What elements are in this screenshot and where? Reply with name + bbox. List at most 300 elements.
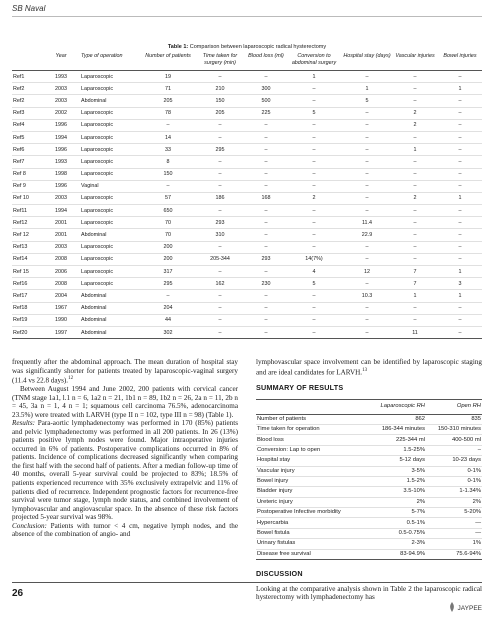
- table-cell: 33: [142, 144, 194, 156]
- results-label: Results:: [12, 419, 36, 428]
- table-cell: –: [286, 131, 342, 143]
- table-cell: –: [392, 156, 438, 168]
- table-cell: –: [194, 326, 246, 338]
- table-cell: 204: [142, 302, 194, 314]
- table-cell: 1: [438, 266, 482, 278]
- discussion-heading: DISCUSSION: [256, 569, 303, 579]
- table-row: [12, 192, 482, 204]
- table-cell: –: [342, 107, 392, 119]
- summary-cell: Ureteric injury: [256, 497, 356, 507]
- summary-cell: —: [426, 518, 482, 528]
- table-cell: Abdominal: [80, 95, 142, 107]
- table-cell: –: [438, 71, 482, 83]
- table-cell: –: [438, 144, 482, 156]
- table-cell: Laparoscopic: [80, 205, 142, 217]
- table-cell: 1994: [42, 131, 80, 143]
- table-cell: –: [438, 156, 482, 168]
- table-cell: 8: [142, 156, 194, 168]
- table-cell: 70: [142, 217, 194, 229]
- table-row: [12, 241, 482, 253]
- summary-cell: 0-1%: [426, 466, 482, 476]
- summary-cell: Bladder injury: [256, 487, 356, 497]
- table-cell: Ref18: [12, 302, 42, 314]
- conclusion-label: Conclusion:: [12, 521, 47, 530]
- table-cell: 1994: [42, 205, 80, 217]
- summary-cell: 835: [426, 414, 482, 424]
- table-cell: Ref2: [12, 83, 42, 95]
- paragraph-text: frequently after the abdominal approach. The mean duration of hospital stay was significantly shorter for patients treated by laparoscopic-vaginal surgery (11.4 vs 22.8 days).: [12, 358, 238, 385]
- table-cell: 44: [142, 314, 194, 326]
- table-cell: Laparoscopic: [80, 71, 142, 83]
- summary-row: [256, 528, 482, 538]
- table-cell: 1990: [42, 314, 80, 326]
- table-cell: –: [194, 302, 246, 314]
- publisher-logo-icon: [448, 602, 456, 612]
- table-cell: –: [392, 71, 438, 83]
- summary-cell: 862: [356, 414, 426, 424]
- table-cell: Vaginal: [80, 180, 142, 192]
- table-cell: Laparoscopic: [80, 192, 142, 204]
- summary-row: [256, 414, 482, 424]
- table-cell: –: [286, 241, 342, 253]
- summary-cell: Conversion: Lap to open: [256, 445, 356, 455]
- table-row: [12, 217, 482, 229]
- summary-row: [256, 497, 482, 507]
- table-cell: Ref13: [12, 241, 42, 253]
- table-cell: 168: [246, 192, 286, 204]
- summary-cell: 3.5-10%: [356, 487, 426, 497]
- table-cell: Ref2: [12, 95, 42, 107]
- table-cell: –: [286, 180, 342, 192]
- summary-cell: 186-344 minutes: [356, 424, 426, 434]
- table-cell: Ref7: [12, 156, 42, 168]
- table-cell: –: [286, 290, 342, 302]
- table-cell: 500: [246, 95, 286, 107]
- paragraph: Between August 1994 and June 2002, 200 patients with cervical cancer (TNM stage 1a1, l.1 n = 6, 1a2 n = 21, 1b1 n = 89, 1b2 n = 26, 2a n = 11, 2b n = 45, 3a n = 1, 4 n = 1; squamous cell carcinoma 76.5%, adenocarcinoma 23.5%) were treated with LARVH (type II n = 102, type III n = 98) (Table 1).: [12, 385, 238, 419]
- table-cell: 19: [142, 71, 194, 83]
- table-cell: –: [342, 131, 392, 143]
- summary-column-header: Laparoscopic RH: [356, 400, 426, 415]
- table-cell: 7: [392, 266, 438, 278]
- table-cell: 150: [194, 95, 246, 107]
- table-cell: –: [286, 302, 342, 314]
- table-cell: Laparoscopic: [80, 278, 142, 290]
- summary-cell: 400-500 ml: [426, 435, 482, 445]
- table-cell: –: [194, 314, 246, 326]
- table-cell: Abdominal: [80, 302, 142, 314]
- table-cell: 293: [194, 217, 246, 229]
- table-cell: –: [438, 119, 482, 131]
- summary-column-header: [256, 400, 356, 415]
- summary-row: [256, 508, 482, 518]
- table-cell: 210: [194, 83, 246, 95]
- summary-cell: Urinary fistulas: [256, 539, 356, 549]
- table-row: [12, 205, 482, 217]
- summary-table: [256, 399, 482, 560]
- table-cell: 150: [142, 168, 194, 180]
- table-cell: –: [142, 119, 194, 131]
- table-cell: –: [194, 266, 246, 278]
- table-cell: Abdominal: [80, 314, 142, 326]
- paragraph-text: lymphovascular space involvement can be identified by laparoscopic staging and are ideal candidates for LARVH.: [256, 358, 482, 376]
- table-cell: Ref14: [12, 253, 42, 265]
- table-cell: 1: [392, 290, 438, 302]
- table-cell: 3: [438, 278, 482, 290]
- table-cell: –: [438, 180, 482, 192]
- comparison-table: [12, 52, 482, 339]
- table-cell: Laparoscopic: [80, 168, 142, 180]
- table-cell: Ref19: [12, 314, 42, 326]
- table-cell: –: [286, 326, 342, 338]
- table-row: [12, 156, 482, 168]
- table-cell: 295: [194, 144, 246, 156]
- table-cell: –: [246, 144, 286, 156]
- table-cell: –: [342, 326, 392, 338]
- conclusion-text: Patients with tumor < 4 cm, negative lymph nodes, and the absence of the combination of angio- and: [12, 521, 238, 539]
- column-header: Hospital stay (days): [342, 52, 392, 71]
- table-cell: 293: [246, 253, 286, 265]
- table-cell: 11: [392, 326, 438, 338]
- table-cell: Ref1: [12, 71, 42, 83]
- table-cell: –: [438, 302, 482, 314]
- table1-caption-text: Comparison between laparoscopic radical hysterectomy: [189, 44, 327, 50]
- table-cell: Laparoscopic: [80, 266, 142, 278]
- table-cell: 2003: [42, 83, 80, 95]
- table-row: [12, 95, 482, 107]
- table-cell: –: [194, 71, 246, 83]
- table-cell: 230: [246, 278, 286, 290]
- table-cell: 5: [342, 95, 392, 107]
- table-cell: 205: [194, 107, 246, 119]
- paragraph: [256, 358, 482, 376]
- table-cell: –: [392, 241, 438, 253]
- table-cell: –: [246, 241, 286, 253]
- summary-cell: 2%: [356, 497, 426, 507]
- table-cell: Ref12: [12, 217, 42, 229]
- paragraph: [12, 522, 238, 539]
- summary-cell: 5-20%: [426, 508, 482, 518]
- table-cell: Laparoscopic: [80, 131, 142, 143]
- summary-cell: Postoperative Infective morbidity: [256, 508, 356, 518]
- table-cell: 10.3: [342, 290, 392, 302]
- summary-cell: Vascular injury: [256, 466, 356, 476]
- summary-row: [256, 476, 482, 486]
- table-cell: 1996: [42, 144, 80, 156]
- table-cell: Ref11: [12, 205, 42, 217]
- table-row: [12, 326, 482, 338]
- reference-marker: 13: [362, 367, 368, 373]
- table-cell: –: [246, 205, 286, 217]
- table-row: [12, 180, 482, 192]
- summary-cell: –: [426, 445, 482, 455]
- table-cell: 310: [194, 229, 246, 241]
- table-cell: –: [246, 229, 286, 241]
- table-cell: 200: [142, 253, 194, 265]
- table-row: [12, 266, 482, 278]
- table-row: [12, 71, 482, 83]
- summary-cell: Number of patients: [256, 414, 356, 424]
- table-cell: 1: [438, 83, 482, 95]
- table-cell: –: [246, 119, 286, 131]
- column-header: Bowel injuries: [438, 52, 482, 71]
- table-row: [12, 253, 482, 265]
- column-header: Time taken for surgery (min): [194, 52, 246, 71]
- column-header: Blood loss (ml): [246, 52, 286, 71]
- table-cell: 71: [142, 83, 194, 95]
- table-row: [12, 144, 482, 156]
- table-cell: 205: [142, 95, 194, 107]
- table-cell: 1967: [42, 302, 80, 314]
- table-cell: 2003: [42, 192, 80, 204]
- table-cell: –: [246, 314, 286, 326]
- table-cell: –: [392, 253, 438, 265]
- table-cell: Laparoscopic: [80, 241, 142, 253]
- table-cell: –: [194, 241, 246, 253]
- table-cell: –: [392, 83, 438, 95]
- table-cell: –: [392, 180, 438, 192]
- table-cell: 4: [286, 266, 342, 278]
- publisher-name: JAYPEE: [457, 605, 482, 612]
- table-cell: –: [342, 156, 392, 168]
- table-cell: –: [286, 119, 342, 131]
- summary-cell: Hospital stay: [256, 456, 356, 466]
- table-cell: 7: [392, 278, 438, 290]
- table-cell: Abdominal: [80, 290, 142, 302]
- reference-marker: 12: [68, 376, 74, 382]
- table-cell: 2006: [42, 266, 80, 278]
- summary-cell: 0.5-1%: [356, 518, 426, 528]
- column-header: Conversion to abdominal surgery: [286, 52, 342, 71]
- table-cell: –: [286, 83, 342, 95]
- table-cell: –: [438, 168, 482, 180]
- table-cell: –: [194, 131, 246, 143]
- table-cell: 11.4: [342, 217, 392, 229]
- table-cell: –: [142, 290, 194, 302]
- footer-rule: [12, 582, 482, 583]
- table-cell: –: [342, 119, 392, 131]
- table-cell: 300: [246, 83, 286, 95]
- summary-header-row: [256, 400, 482, 415]
- table-cell: Ref20: [12, 326, 42, 338]
- summary-cell: 1%: [426, 539, 482, 549]
- table-cell: –: [438, 95, 482, 107]
- table-cell: 2002: [42, 107, 80, 119]
- table-cell: –: [342, 168, 392, 180]
- table-cell: Ref17: [12, 290, 42, 302]
- summary-cell: Bowel injury: [256, 476, 356, 486]
- table-row: [12, 83, 482, 95]
- table-cell: –: [392, 229, 438, 241]
- table-cell: Ref 10: [12, 192, 42, 204]
- table-cell: –: [438, 253, 482, 265]
- table-cell: 1996: [42, 180, 80, 192]
- table-cell: 2: [286, 192, 342, 204]
- table-cell: –: [194, 290, 246, 302]
- table-cell: 2001: [42, 217, 80, 229]
- column-header: Year: [42, 52, 80, 71]
- table-cell: –: [194, 205, 246, 217]
- table-cell: –: [194, 156, 246, 168]
- table-cell: –: [246, 168, 286, 180]
- summary-cell: 0.5-0.75%: [356, 528, 426, 538]
- table-cell: 14(7%): [286, 253, 342, 265]
- table-cell: 2001: [42, 229, 80, 241]
- table-cell: Laparoscopic: [80, 119, 142, 131]
- table-cell: 70: [142, 229, 194, 241]
- table-cell: –: [286, 168, 342, 180]
- summary-row: [256, 487, 482, 497]
- table1-caption-label: Table 1:: [167, 44, 189, 50]
- table-cell: –: [246, 71, 286, 83]
- table-row: [12, 107, 482, 119]
- right-column: [256, 358, 482, 602]
- summary-cell: 1-1.34%: [426, 487, 482, 497]
- summary-row: [256, 518, 482, 528]
- summary-row: [256, 466, 482, 476]
- table-cell: Ref 12: [12, 229, 42, 241]
- summary-cell: 3-5%: [356, 466, 426, 476]
- table-cell: –: [438, 217, 482, 229]
- summary-cell: 1.5-2%: [356, 476, 426, 486]
- table-cell: 1: [438, 192, 482, 204]
- publisher-mark: [448, 602, 482, 612]
- table-cell: 1997: [42, 326, 80, 338]
- summary-cell: 2-3%: [356, 539, 426, 549]
- summary-cell: 75.6-94%: [426, 549, 482, 559]
- table-cell: Laparoscopic: [80, 156, 142, 168]
- table-cell: 162: [194, 278, 246, 290]
- summary-row: [256, 445, 482, 455]
- table-cell: 1998: [42, 168, 80, 180]
- table-cell: 317: [142, 266, 194, 278]
- column-header: Number of patients: [142, 52, 194, 71]
- table-row: [12, 314, 482, 326]
- table-row: [12, 229, 482, 241]
- table-cell: –: [392, 205, 438, 217]
- summary-cell: 5-7%: [356, 508, 426, 518]
- table-cell: 2003: [42, 241, 80, 253]
- left-column: [12, 358, 238, 539]
- column-header: [12, 52, 42, 71]
- table-cell: Abdominal: [80, 229, 142, 241]
- column-header: Type of operation: [80, 52, 142, 71]
- table-header-row: [12, 52, 482, 71]
- table-cell: 2008: [42, 278, 80, 290]
- table-cell: –: [342, 180, 392, 192]
- table-cell: Laparoscopic: [80, 107, 142, 119]
- table1-caption: [0, 44, 494, 50]
- table-cell: –: [246, 156, 286, 168]
- summary-cell: 225-344 ml: [356, 435, 426, 445]
- table-cell: 225: [246, 107, 286, 119]
- table-cell: Ref4: [12, 119, 42, 131]
- summary-cell: Hypercarbia: [256, 518, 356, 528]
- table-cell: –: [246, 290, 286, 302]
- table-cell: 5: [286, 107, 342, 119]
- summary-cell: 10-23 days: [426, 456, 482, 466]
- table-cell: 1993: [42, 71, 80, 83]
- table-row: [12, 302, 482, 314]
- table-cell: –: [286, 156, 342, 168]
- table-cell: –: [342, 314, 392, 326]
- table-cell: 650: [142, 205, 194, 217]
- table-cell: –: [392, 217, 438, 229]
- table-row: [12, 168, 482, 180]
- table-cell: 1: [286, 71, 342, 83]
- table-cell: –: [438, 107, 482, 119]
- table-cell: Laparoscopic: [80, 253, 142, 265]
- table-cell: –: [286, 205, 342, 217]
- table-cell: –: [246, 131, 286, 143]
- results-text: Para-aortic lymphadenectomy was performed in 170 (85%) patients and pelvic lymphadenectomy was performed in all 200 patients. In 26 (13%) patients positive lymph nodes were found. Major intraoperative injuries occurred in 6% of patients. Postoperative complications occurred in 8% of patients. Incidence of complications decreased significantly when comparing the first half with the second half of patients. After a median follow-up time of 40 months, overall 5-year survival could be projected to 83%; 18.5% of patients experienced recurrence with 35% exclusively extrapelvic and 11% of patients died of recurrence. Independent prognostic factors for recurrence-free survival were tumor stage, lymph node status, and combined involvement of lymphovascular and angiovascular space. In the absence of these risk factors projected 5-year survival was 98%.: [12, 419, 238, 522]
- table-cell: –: [438, 205, 482, 217]
- summary-cell: 2%: [426, 497, 482, 507]
- table-cell: –: [194, 119, 246, 131]
- table-cell: 302: [142, 326, 194, 338]
- table-cell: Abdominal: [80, 326, 142, 338]
- summary-cell: Blood loss: [256, 435, 356, 445]
- table-cell: 2: [392, 192, 438, 204]
- table-cell: 2003: [42, 95, 80, 107]
- table-cell: Ref 9: [12, 180, 42, 192]
- summary-cell: 0-1%: [426, 476, 482, 486]
- summary-row: [256, 456, 482, 466]
- table-cell: 12: [342, 266, 392, 278]
- summary-row: [256, 435, 482, 445]
- table-cell: 2: [392, 119, 438, 131]
- table-cell: –: [342, 302, 392, 314]
- table-cell: –: [194, 180, 246, 192]
- column-header: Vascular injuries: [392, 52, 438, 71]
- table-row: [12, 119, 482, 131]
- table-cell: Ref16: [12, 278, 42, 290]
- table-cell: 2004: [42, 290, 80, 302]
- table-cell: –: [342, 205, 392, 217]
- table-cell: –: [342, 71, 392, 83]
- table-cell: Ref3: [12, 107, 42, 119]
- table-cell: Laparoscopic: [80, 144, 142, 156]
- table-cell: 57: [142, 192, 194, 204]
- table-cell: –: [392, 95, 438, 107]
- table-cell: –: [438, 241, 482, 253]
- table-cell: 1996: [42, 119, 80, 131]
- summary-row: [256, 539, 482, 549]
- table-cell: –: [392, 314, 438, 326]
- table-cell: –: [286, 217, 342, 229]
- table-cell: 78: [142, 107, 194, 119]
- table-cell: 14: [142, 131, 194, 143]
- table-cell: –: [246, 180, 286, 192]
- table-row: [12, 290, 482, 302]
- table-cell: –: [392, 168, 438, 180]
- table-cell: –: [438, 131, 482, 143]
- table-cell: 2: [392, 107, 438, 119]
- table-cell: 1: [342, 83, 392, 95]
- table-cell: Laparoscopic: [80, 83, 142, 95]
- table-cell: –: [392, 131, 438, 143]
- table-cell: 1: [438, 290, 482, 302]
- table-cell: –: [286, 314, 342, 326]
- table-cell: 295: [142, 278, 194, 290]
- table-cell: –: [286, 95, 342, 107]
- table-cell: –: [438, 229, 482, 241]
- summary-row: [256, 424, 482, 434]
- table-cell: –: [246, 266, 286, 278]
- paragraph: Looking at the comparative analysis shown in Table 2 the laparoscopic radical hysterectomy with lymphadenectomy has: [256, 584, 482, 602]
- table-cell: 1993: [42, 156, 80, 168]
- summary-cell: 5-12 days: [356, 456, 426, 466]
- table-cell: –: [286, 144, 342, 156]
